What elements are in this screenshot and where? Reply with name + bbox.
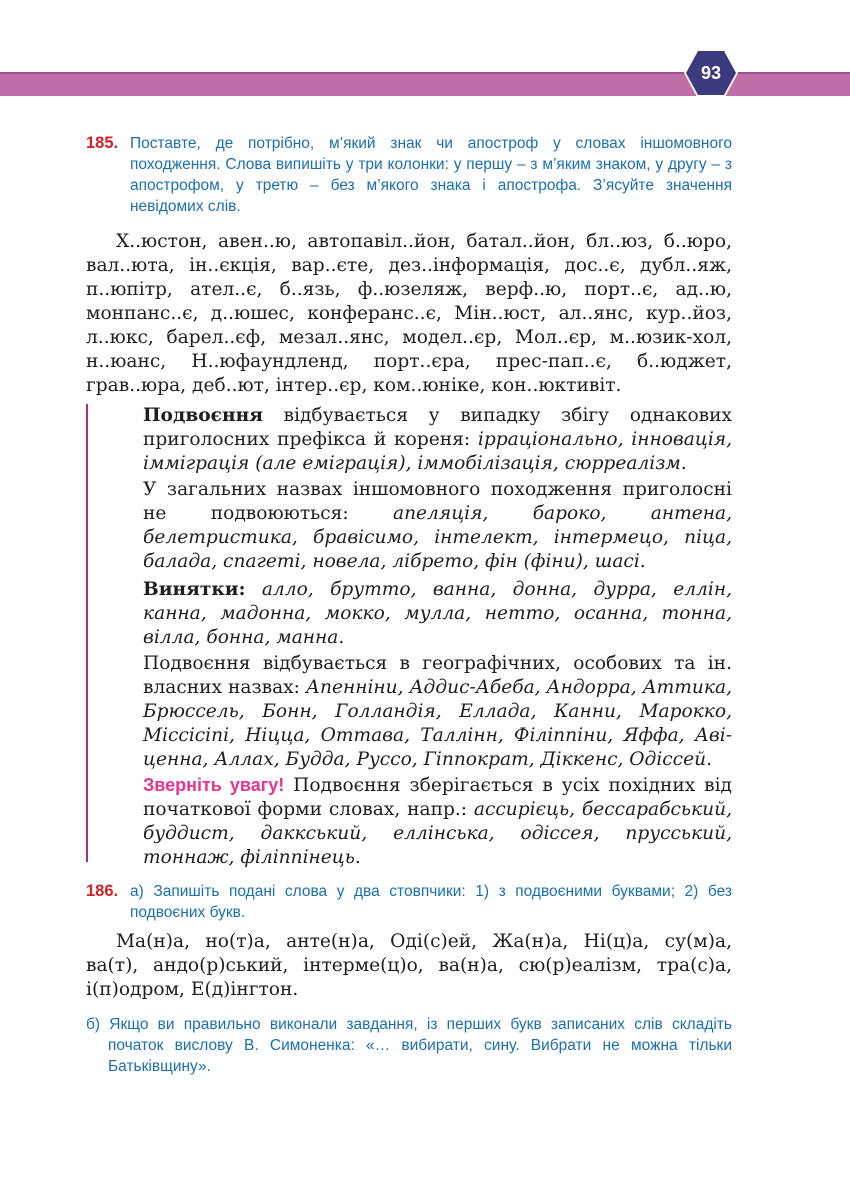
task-instruction-b: [86, 1014, 732, 1077]
task-185: [86, 133, 732, 217]
rule-box: [86, 404, 733, 868]
exercise-words-186: [86, 930, 732, 1002]
rule-accent-bar: [86, 404, 88, 862]
task-instruction-a: а) Запишіть подані слова у два стовпчики: 1) з подвоєними буквами; 2) без подвоєних букв.: [130, 883, 732, 921]
examples: алло, брутто, ванна, донна, дурра, еллін, канна, мадонна, мокко, мулла, нетто, осанна, тонна, вілла, бонна, манна: [143, 579, 732, 648]
instruction-b-text: б) Якщо ви правильно виконали завдання, із перших букв записаних слів складіть початок вислову В. Симоненка: «… вибирати, сину. Вибрати не можна тільки Батьківщину».: [86, 1016, 732, 1075]
task-186: [86, 881, 732, 923]
punct: .: [680, 453, 687, 474]
punct: .: [639, 551, 646, 572]
rule-paragraph-doubling: [143, 404, 732, 476]
examples: Апенніни, Аддис-Абеба, Андорра, Аттика, Брюссель, Бонн, Голландія, Еллада, Канни, Марокко, Міссісіпі, Ніцца, Оттава, Таллінн, Філіппіни, Яффа, Авіценна, Аллах, Будда, Руссо, Гіппократ, Діккенс, Одіссей: [143, 677, 733, 770]
punct: .: [706, 749, 713, 770]
rule-paragraph-proper-names: [143, 652, 732, 772]
examples: апеляція, бароко, антена, белетристика, бравісимо, інтелект, інтермецо, піца, балада, спагеті, новела, лібрето, фін (фіни), шасі: [143, 503, 732, 572]
words-paragraph: Ма(н)а, но(т)а, анте(н)а, Оді(с)ей, Жа(н)а, Ні(ц)а, су(м)а, ва(т), андо(р)ський, інтерме(ц)о, ва(н)а, сю(р)еалізм, тра(с)а, і(п)одром, Е(д)інгтон.: [86, 931, 732, 1000]
term-doubling: Подвоєння: [143, 405, 263, 426]
examples: ірраціонально, інновація, імміграція (але еміграція), іммобілізація, сюрреалізм: [143, 429, 732, 474]
punct: .: [338, 627, 345, 648]
page-number-badge: [683, 48, 739, 98]
rule-paragraph-attention: [143, 773, 732, 870]
punct: .: [354, 847, 361, 868]
rule-text: Подвоєння зберігається в усіх похідних від початкової форми словах, напр.:: [143, 775, 733, 820]
page-number: 93: [700, 63, 722, 83]
rule-paragraph-exceptions: [143, 578, 732, 650]
exercise-words: [86, 230, 732, 398]
task-instruction: Поставте, де потрібно, м’який знак чи апостроф у словах іншомовного походження. Слова випишіть у три колонки: у першу – з м’яким знаком, у другу – з апострофом, у третю – без м’якого знака і апострофа. З’ясуйте значення невідомих слів.: [130, 135, 732, 215]
task-number: 186.: [86, 882, 119, 900]
rule-paragraph-common-nouns: [143, 478, 732, 574]
rule-text: Подвоєння відбувається в географічних, особових та ін. власних назвах:: [143, 653, 732, 698]
term-exceptions: Винятки:: [143, 579, 246, 600]
rule-text: відбувається у випадку збігу однакових приголосних префікса й кореня:: [143, 405, 732, 450]
rule-text: У загальних назвах іншомовного походження приголосні не подвоюються:: [143, 479, 732, 524]
examples: ассирієць, бессарабський, буддист, даккський, еллінська, одіссея, прусський, тоннаж, філіппінець: [143, 799, 732, 868]
attention-label: Зверніть увагу!: [143, 775, 285, 795]
words-paragraph: Х..юстон, авен..ю, автопавіл..йон, батал..йон, бл..юз, б..юро, вал..юта, ін..єкція, вар..єте, дез..інформація, дос..є, дубл..яж, п..юпітр, ател..є, б..язь, ф..юзеляж, верф..ю, порт..є, ад..ю, монпанс..є, д..юшес, конферанс..є, Мін..юст, ал..янс, кур..йоз, л..юкс, барел..єф, мезал..янс, модел..єр, Мол..єр, м..юзик-хол, н..юанс, Н..юфаундленд, порт..єра, прес-пап..є, б..юджет, грав..юра, деб..ют, інтер..єр, ком..юніке, кон..юктивіт.: [86, 231, 732, 396]
task-number: 185.: [86, 134, 119, 152]
